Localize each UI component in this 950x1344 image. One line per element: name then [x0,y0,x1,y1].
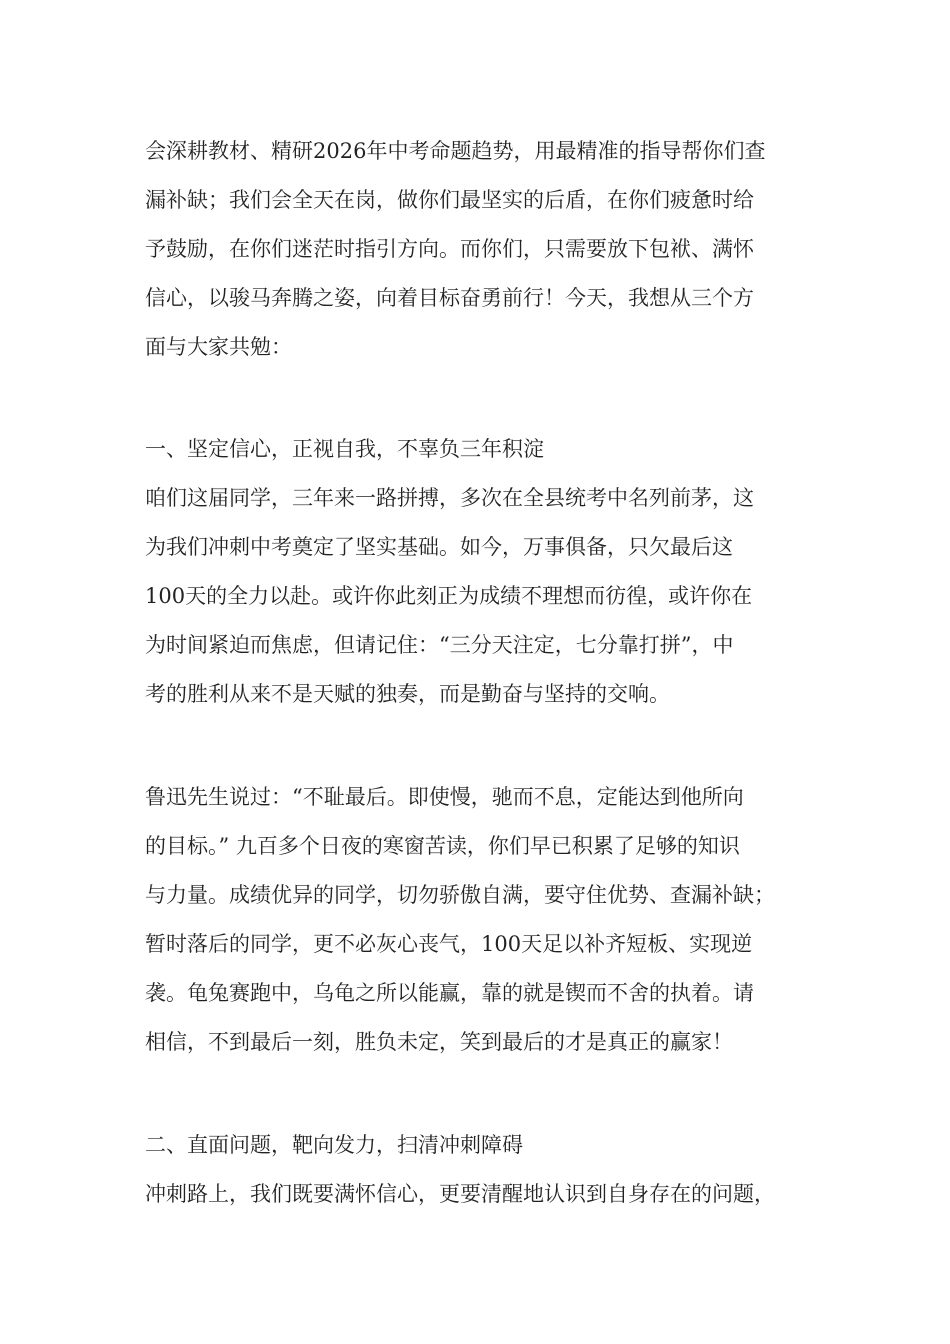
paragraph-line: 为我们冲刺中考奠定了坚实基础。如今，万事俱备，只欠最后这 [145,535,733,559]
intro-line: 会深耕教材、精研2026年中考命题趋势，用最精准的指导帮你们查 [145,139,766,163]
section-heading: 二、直面问题，靶向发力，扫清冲刺障碍 [145,1133,523,1157]
paragraph-line: 100天的全力以赴。或许你此刻正为成绩不理想而彷徨，或许你在 [145,584,753,608]
intro-line: 予鼓励，在你们迷茫时指引方向。而你们，只需要放下包袱、满怀 [145,237,754,261]
paragraph-line: 咱们这届同学，三年来一路拼搏，多次在全县统考中名列前茅，这 [145,486,754,510]
paragraph-line: 鲁迅先生说过：“不耻最后。即使慢，驰而不息，定能达到他所向 [145,785,744,809]
paragraph-line: 的目标。” 九百多个日夜的寒窗苦读，你们早已积累了足够的知识 [145,834,740,858]
paragraph-line: 袭。龟兔赛跑中，乌龟之所以能赢，靠的就是锲而不舍的执着。请 [145,981,754,1005]
intro-line: 面与大家共勉： [145,335,292,359]
paragraph-line: 相信，不到最后一刻，胜负未定，笑到最后的才是真正的赢家！ [145,1030,733,1054]
paragraph-line: 与力量。成绩优异的同学，切勿骄傲自满，要守住优势、查漏补缺； [145,883,775,907]
paragraph-line: 暂时落后的同学，更不必灰心丧气，100天足以补齐短板、实现逆 [145,932,753,956]
intro-line: 信心，以骏马奔腾之姿，向着目标奋勇前行！今天，我想从三个方 [145,286,754,310]
paragraph-line: 冲刺路上，我们既要满怀信心，更要清醒地认识到自身存在的问题， [145,1182,775,1206]
intro-line: 漏补缺；我们会全天在岗，做你们最坚实的后盾，在你们疲惫时给 [145,188,754,212]
paragraph-line: 考的胜利从来不是天赋的独奏，而是勤奋与坚持的交响。 [145,682,670,706]
paragraph-line: 为时间紧迫而焦虑，但请记住：“三分天注定，七分靠打拼”，中 [145,633,734,657]
section-heading: 一、坚定信心，正视自我，不辜负三年积淀 [145,437,544,461]
